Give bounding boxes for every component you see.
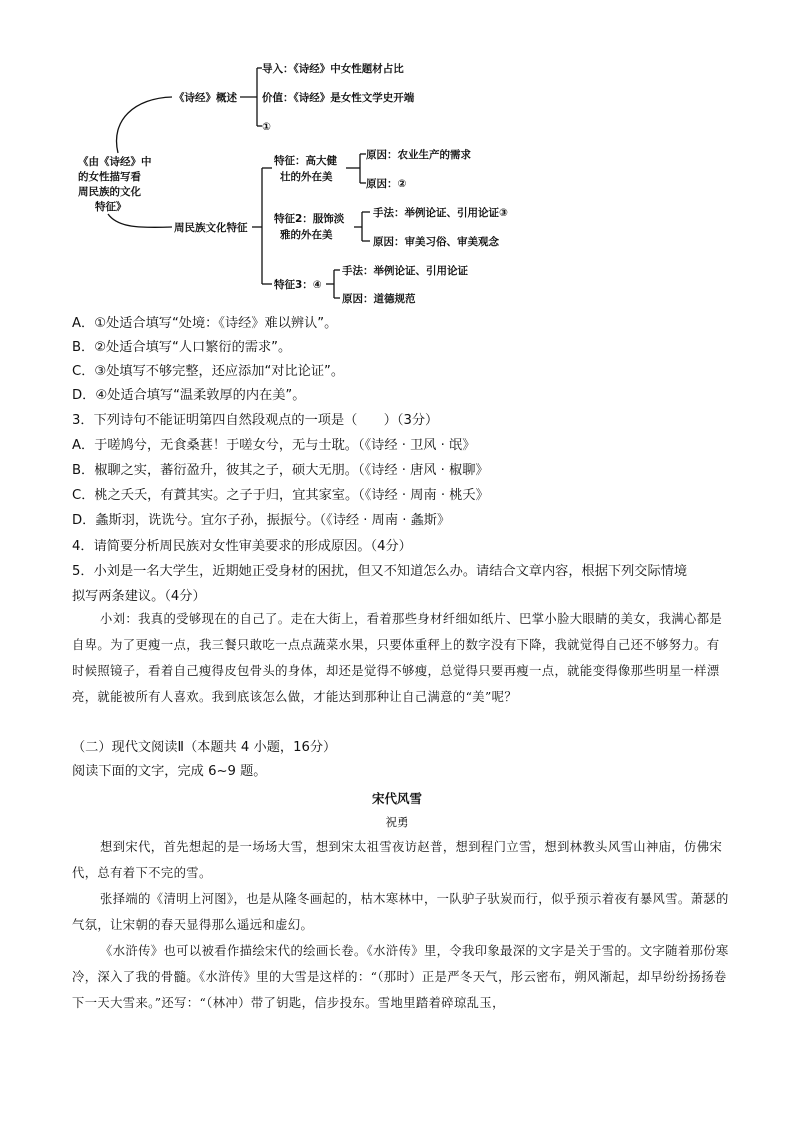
q5-stem-line-2: 拟写两条建议。（4分） <box>72 589 206 604</box>
essay-body <box>72 834 732 1016</box>
mindmap-root-line-2: 的女性描写看 <box>78 171 141 183</box>
feature-2-item-1: 手法：举例论证、引用论证③ <box>373 207 508 219</box>
essay-paragraph-3: 《水浒传》也可以被看作描绘宋代的绘画长卷。《水浒传》里，令我印象最深的文字是关于雪的。文字随着那份寒冷，深入了我的骨髓。《水浒传》里的大雪是这样的：“（那时）正是严冬天气，彤云密布，朔风渐起，却早纷纷扬扬卷下一天大雪来。”还写：“（林冲）带了钥匙，信步投东。雪地里踏着碎琼乱玉， <box>72 944 729 1010</box>
structure-mindmap <box>0 0 794 310</box>
connector-root-lower <box>108 214 172 227</box>
q3-option-d: D．螽斯羽，诜诜兮。宜尔子孙，振振兮。（《诗经 · 周南 · 螽斯》 <box>72 513 451 528</box>
case-paragraph: 小刘：我真的受够现在的自己了。走在大街上，看着那些身材纤细如纸片、巴掌小脸大眼睛的美女，我满心都是自卑。为了更瘦一点，我三餐只敢吃一点点蔬菜水果，只要体重秤上的数字没有下降，我就觉得自己还不够努力。有时候照镜子，看着自己瘦得皮包骨头的身体，却还是觉得不够瘦，总觉得只要再瘦一点，就能变得像那些明星一样漂亮，就能被所有人喜欢。我到底该怎么做，才能达到那种让自己满意的“美”呢？ <box>72 612 723 704</box>
q4-stem: 4．请简要分析周民族对女性审美要求的形成原因。（4分） <box>72 539 412 554</box>
overview-item-3: ① <box>262 121 271 133</box>
case-passage <box>72 606 732 710</box>
q3-option-c: C．桃之夭夭，有蕡其实。之子于归，宜其家室。（《诗经 · 周南 · 桃夭》 <box>72 488 489 503</box>
feature-1-line-2: 壮的外在美 <box>280 171 333 183</box>
essay-author: 祝勇 <box>385 815 409 829</box>
mindmap-root-line-4: 特征》 <box>95 201 127 213</box>
feature-1-item-2: 原因：② <box>366 178 407 190</box>
q5-stem-line-1: 5．小刘是一名大学生，近期她正受身材的困扰，但又不知道怎么办。请结合文章内容，根据下列交际情境 <box>72 564 688 579</box>
overview-item-1: 导入：《诗经》中女性题材占比 <box>262 63 404 75</box>
q3-option-b: B．椒聊之实，蕃衍盈升，彼其之子，硕大无朋。（《诗经 · 唐风 · 椒聊》 <box>72 463 489 478</box>
feature-1-item-1: 原因：农业生产的需求 <box>366 149 471 161</box>
feature-2-item-2: 原因：审美习俗、审美观念 <box>373 236 499 248</box>
feature-2-line-2: 雅的外在美 <box>280 229 333 241</box>
feature-3-item-1: 手法：举例论证、引用论证 <box>342 265 468 277</box>
q2-option-b: B．②处适合填写“人口繁衍的需求”。 <box>72 340 292 355</box>
q3-stem: 3．下列诗句不能证明第四自然段观点的一项是（ ）（3分） <box>72 413 439 428</box>
feature-2-line-1: 特征2：服饰淡 <box>274 213 345 225</box>
branch-culture: 周民族文化特征 <box>174 222 248 234</box>
q2-option-c: C．③处填写不够完整，还应添加“对比论证”。 <box>72 364 345 379</box>
reading-instruction: 阅读下面的文字，完成 6~9 题。 <box>72 764 267 779</box>
feature-3: 特征3：④ <box>274 279 322 291</box>
mindmap-root-line-3: 周民族的文化 <box>78 186 141 198</box>
essay-paragraph-1: 想到宋代，首先想起的是一场场大雪，想到宋太祖雪夜访赵普，想到程门立雪，想到林教头风雪山神庙，仿佛宋代，总有着下不完的雪。 <box>72 840 723 880</box>
mindmap-root-line-1: 《由《诗经》中 <box>78 156 152 168</box>
feature-1-line-1: 特征：高大健 <box>274 155 337 167</box>
essay-paragraph-2: 张择端的《清明上河图》，也是从隆冬画起的，枯木寒林中，一队驴子驮炭而行，似乎预示着夜有暴风雪。萧瑟的气氛，让宋朝的春天显得那么遥远和虚幻。 <box>72 892 729 932</box>
q2-option-a: A．①处适合填写“处境：《诗经》难以辨认”。 <box>72 316 338 331</box>
section-heading: （二）现代文阅读Ⅱ（本题共 4 小题，16分） <box>72 740 337 755</box>
q3-option-a: A．于嗟鸠兮，无食桑葚！于嗟女兮，无与士耽。（《诗经 · 卫风 · 氓》 <box>72 438 476 453</box>
connector-root-upper <box>117 97 172 153</box>
q2-option-d: D．④处适合填写“温柔敦厚的内在美”。 <box>72 388 306 403</box>
essay-title: 宋代风雪 <box>371 791 422 806</box>
feature-3-item-2: 原因：道德规范 <box>342 293 416 305</box>
overview-item-2: 价值：《诗经》是女性文学史开端 <box>262 92 415 104</box>
branch-overview: 《诗经》概述 <box>174 92 237 104</box>
